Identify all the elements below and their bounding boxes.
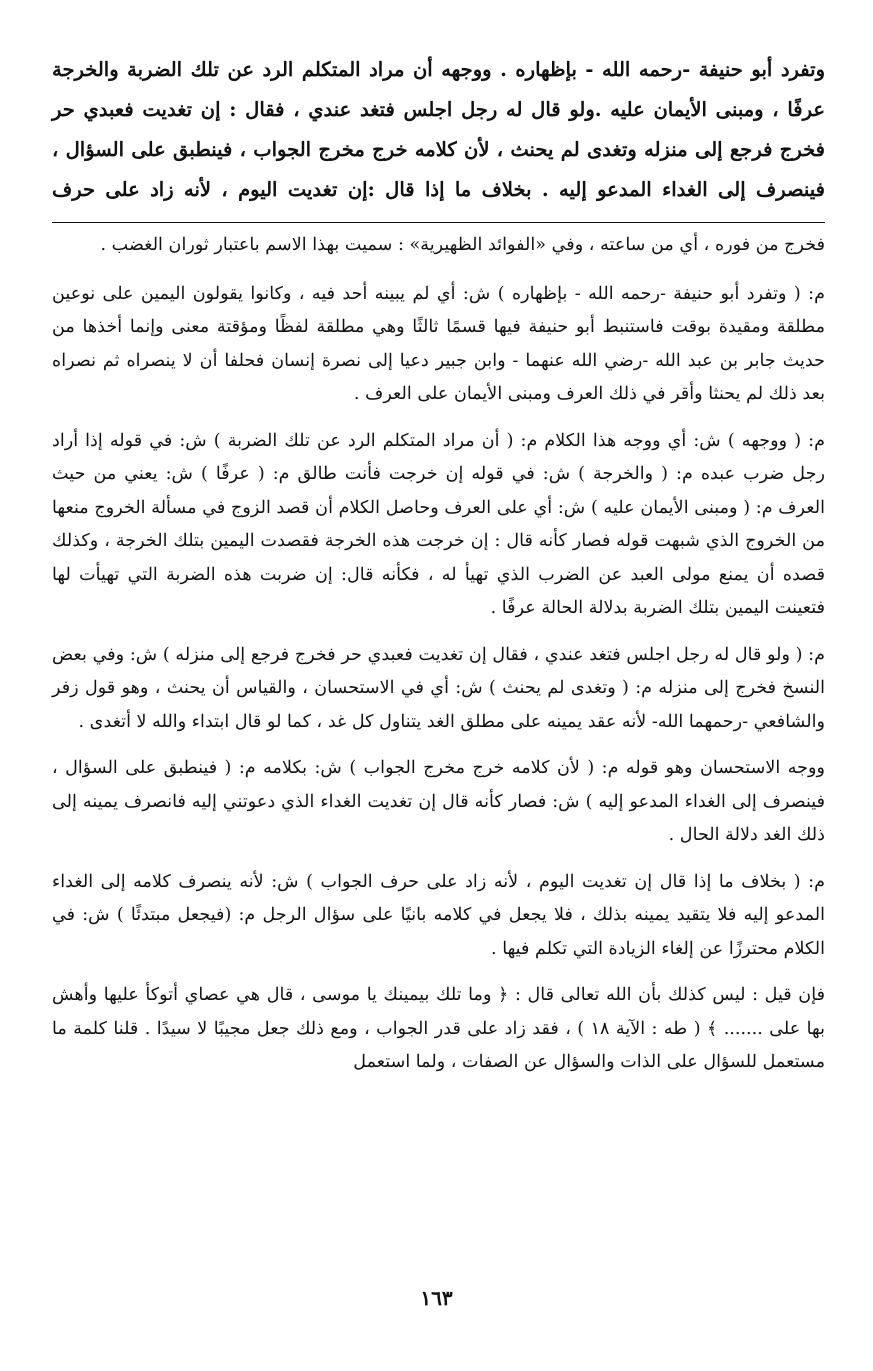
main-text-line: فخرج فرجع إلى منزله وتغدى لم يحنث ، لأن كلامه خرج مخرج الجواب ، فينطبق على السؤال ، xyxy=(52,138,825,161)
commentary-paragraph: م: ( وتفرد أبو حنيفة -رحمه الله - بإظهاره ) ش: أي لم يبينه أحد فيه ، وكانوا يقولون اليمين على نوعين مطلقة ومقيدة بوقت فاستنبط أبو حنيفة فيها قسمًا ثالثًا وهي مطلقة لفظًا ومؤقتة معنى وإنما أخذها من حديث جابر بن عبد الله -رضي الله عنهما - وابن جبير دعيا إلى نصرة إنسان فحلفا أن لا ينصراه ثم نصراه بعد ذلك لم يحنثا وأقر في ذلك العرف ومبنى الأيمان على العرف . xyxy=(52,283,825,404)
main-text-line: وتفرد أبو حنيفة -رحمه الله - بإظهاره . ووجهه أن مراد المتكلم الرد عن تلك الضربة والخرجة xyxy=(52,58,825,81)
commentary-paragraph: فخرج من فوره ، أي من ساعته ، وفي «الفوائد الظهيرية» : سميت بهذا الاسم باعتبار ثوران الغضب . xyxy=(100,235,825,255)
commentary xyxy=(52,229,825,1080)
separator-rule xyxy=(52,222,825,223)
commentary-paragraph: ووجه الاستحسان وهو قوله م: ( لأن كلامه خرج مخرج الجواب ) ش: بكلامه م: ( فينطبق على السؤال ، فينصرف إلى الغداء المدعو إليه ) ش: فصار كأنه قال إن تغديت الغداء الذي دعوتني إليه فانصرف يمينه إلى ذلك الغد دلالة الحال . xyxy=(52,758,825,845)
commentary-paragraph: م: ( ووجهه ) ش: أي ووجه هذا الكلام م: ( أن مراد المتكلم الرد عن تلك الضربة ) ش: في قوله إذا أراد رجل ضرب عبده م: ( والخرجة ) ش: في قوله إن خرجت فأنت طالق م: ( عرفًا ) ش: يعني من حيث العرف م: ( ومبنى الأيمان عليه ) ش: أي على العرف وحاصل الكلام أن قصد الزوج في مسألة الخروج منعها من الخروج الذي شبهت قوله فصار كأنه قال : إن خرجت هذه الخرجة فقصدت اليمين بتلك الخرجة ، وكذلك قصده أن يمنع مولى العبد عن الضرب الذي تهيأ له ، فكأنه قال: إن ضربت هذه الضربة التي تهيأت لها فتعينت اليمين بتلك الضربة بدلالة الحالة عرفًا . xyxy=(52,430,825,618)
main-text-line: فينصرف إلى الغداء المدعو إليه . بخلاف ما إذا قال :إن تغديت اليوم ، لأنه زاد على حرف xyxy=(52,178,825,201)
commentary-paragraph: فإن قيل : ليس كذلك بأن الله تعالى قال : ﴿ وما تلك بيمينك يا موسى ، قال هي عصاي أتوكأ عليها وأهش بها على ....... ﴾ ( طه : الآية ١٨ ) ، فقد زاد على قدر الجواب ، ومع ذلك جعل مجيبًا لا سيدًا . قلنا كلمة ما مستعمل للسؤال على الذات والسؤال عن الصفات ، ولما استعمل xyxy=(52,985,825,1072)
main-text-line: عرفًا ، ومبنى الأيمان عليه .ولو قال له رجل اجلس فتغد عندي ، فقال : إن تغديت فعبدي حر xyxy=(52,98,825,121)
commentary-paragraph: م: ( بخلاف ما إذا قال إن تغديت اليوم ، لأنه زاد على حرف الجواب ) ش: لأنه ينصرف كلامه إلى الغداء المدعو إليه فلا يتقيد يمينه بذلك ، فلا يجعل في كلامه بانيًا على سؤال الرجل م: (فيجعل مبتدئًا ) ش: في الكلام محترزًا عن إلغاء الزيادة التي تكلم فيها . xyxy=(52,871,825,959)
main-text xyxy=(52,50,825,210)
commentary-paragraph: م: ( ولو قال له رجل اجلس فتغد عندي ، فقال إن تغديت فعبدي حر فخرج فرجع إلى منزله ) ش: وفي بعض النسخ فخرج إلى منزله م: ( وتغدى لم يحنث ) ش: أي في الاستحسان ، والقياس أن يحنث ، وهو قول زفر والشافعي -رحمهما الله- لأنه عقد يمينه على مطلق الغد يتناول كل غد ، كما لو قال ابتداء والله لا أتغدى . xyxy=(52,644,825,732)
page-number: ١٦٣ xyxy=(420,1286,453,1310)
